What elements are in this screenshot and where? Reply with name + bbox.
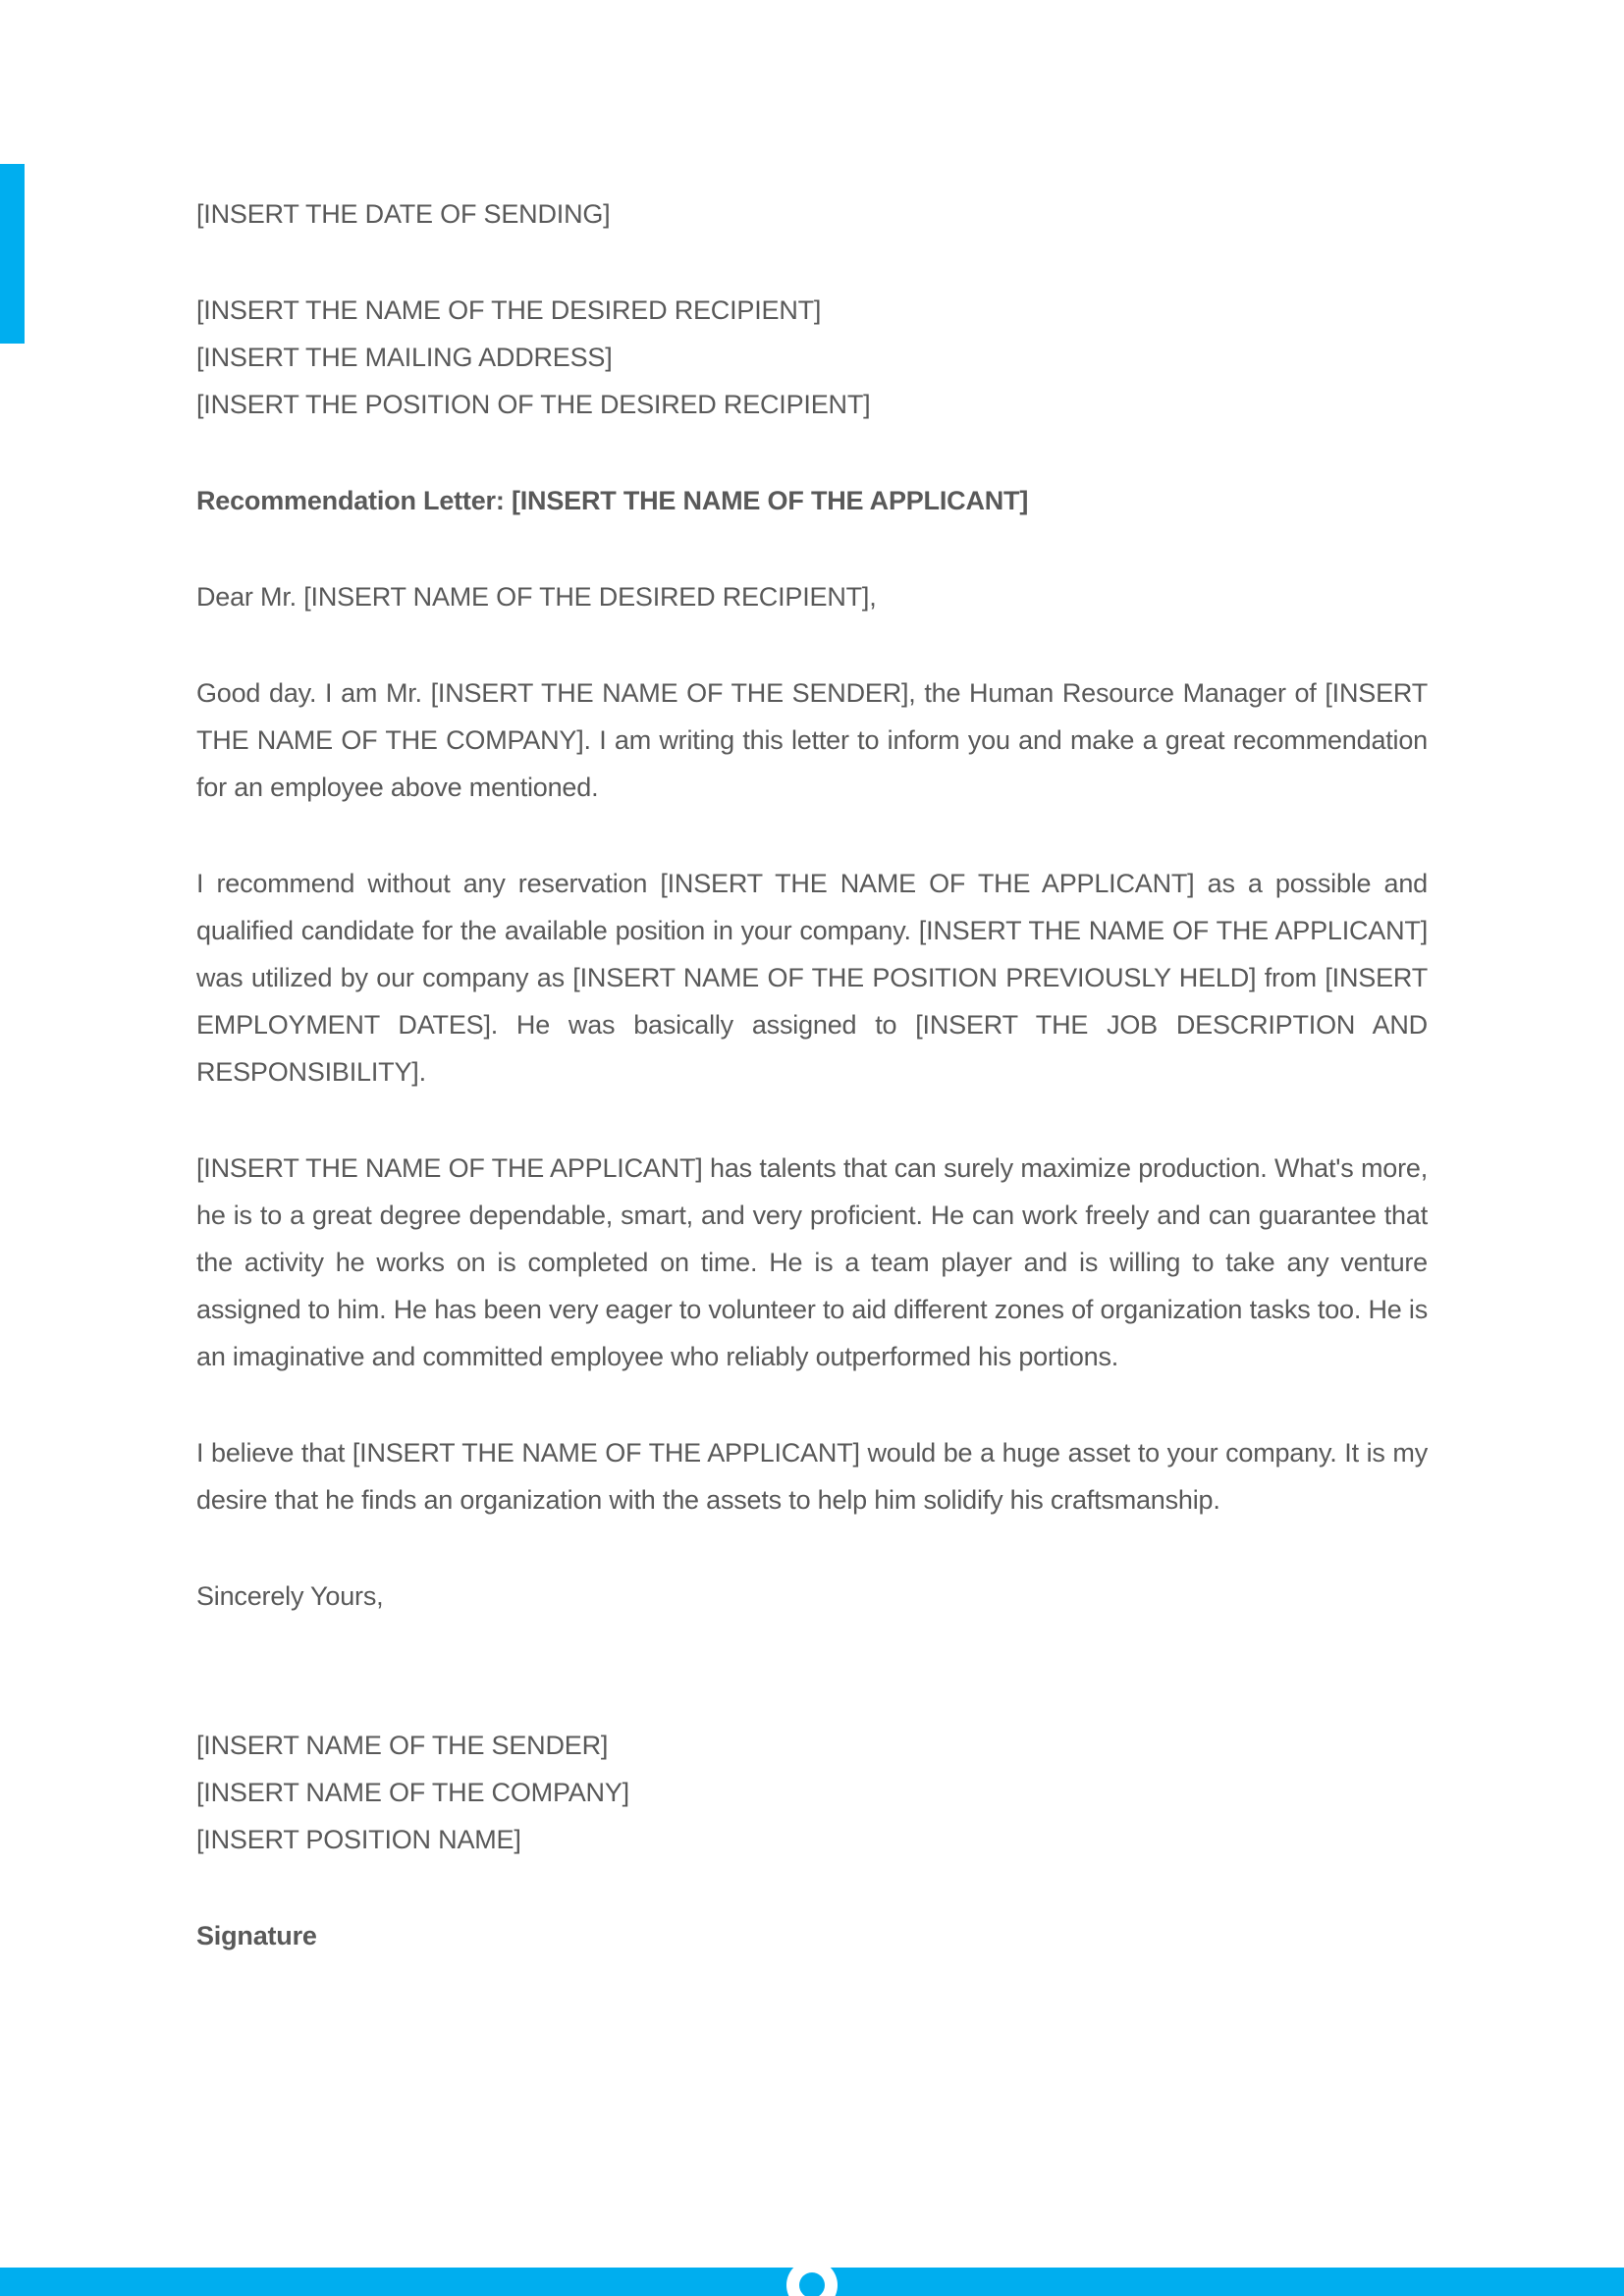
footer-bar [0,2268,1624,2296]
sender-name-line: [INSERT NAME OF THE SENDER] [196,1731,609,1760]
recipient-name-line: [INSERT THE NAME OF THE DESIRED RECIPIENT] [196,295,822,325]
closing-salutation: Sincerely Yours, [196,1581,384,1611]
paragraph-qualities: [INSERT THE NAME OF THE APPLICANT] has talents that can surely maximize production. What's more, he is to a great degree dependable, smart, and very proficient. He can work freely and can guarantee that the activity he works on is completed on time. He is a team player and is willing to take any venture assigned to him. He has been very eager to volunteer to aid different zones of organization tasks too. He is an imaginative and committed employee who reliably outperformed his portions. [196,1153,1428,1371]
sender-company-line: [INSERT NAME OF THE COMPANY] [196,1778,629,1807]
signature-label: Signature [196,1921,317,1950]
sender-block [196,1722,1428,1863]
footer-dot-icon [799,2272,825,2296]
recipient-block [196,287,1428,428]
paragraph-introduction: Good day. I am Mr. [INSERT THE NAME OF THE SENDER], the Human Resource Manager of [INSERT THE NAME OF THE COMPANY]. I am writing this letter to inform you and make a great recommendation for an employee above mentioned. [196,678,1428,802]
salutation-line: Dear Mr. [INSERT NAME OF THE DESIRED RECIPIENT], [196,582,877,612]
footer-circle-icon [786,2260,838,2296]
recipient-address-line: [INSERT THE MAILING ADDRESS] [196,343,613,372]
paragraph-recommendation: I recommend without any reservation [INSERT THE NAME OF THE APPLICANT] as a possible and qualified candidate for the available position in your company. [INSERT THE NAME OF THE APPLICANT] was utilized by our company as [INSERT NAME OF THE POSITION PREVIOUSLY HELD] from [INSERT EMPLOYMENT DATES]. He was basically assigned to [INSERT THE JOB DESCRIPTION AND RESPONSIBILITY]. [196,869,1428,1087]
paragraph-conclusion: I believe that [INSERT THE NAME OF THE APPLICANT] would be a huge asset to your company. It is my desire that he finds an organization with the assets to help him solidify his craftsmanship. [196,1438,1428,1515]
date-placeholder: [INSERT THE DATE OF SENDING] [196,199,611,229]
subject-line: Recommendation Letter: [INSERT THE NAME OF THE APPLICANT] [196,486,1029,515]
recipient-position-line: [INSERT THE POSITION OF THE DESIRED RECIPIENT] [196,390,871,419]
sender-position-line: [INSERT POSITION NAME] [196,1825,521,1854]
